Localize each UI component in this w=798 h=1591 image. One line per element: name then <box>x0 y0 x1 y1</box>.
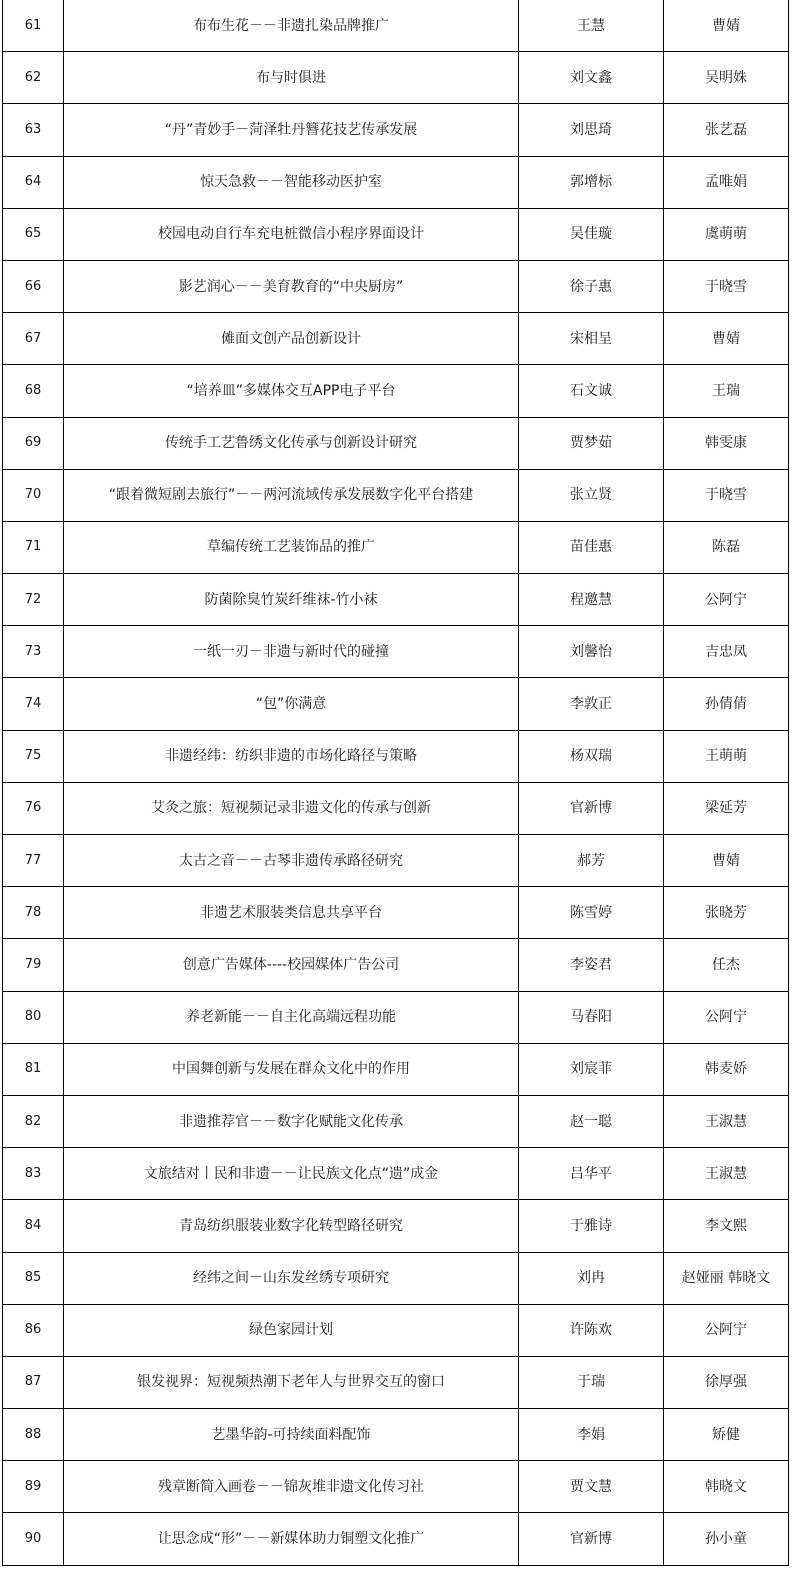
project-advisor: 韩麦娇 <box>664 1043 789 1095</box>
table-row <box>3 1409 789 1461</box>
project-title: 一纸一刃－非遗与新时代的碰撞 <box>64 626 519 678</box>
table-row <box>3 104 789 156</box>
table-row <box>3 1200 789 1252</box>
project-title: 非遗推荐官－－数字化赋能文化传承 <box>64 1095 519 1147</box>
table-row <box>3 1304 789 1356</box>
project-leader: 李敦正 <box>519 678 664 730</box>
row-number: 70 <box>3 469 64 521</box>
table-row <box>3 260 789 312</box>
row-number: 87 <box>3 1356 64 1408</box>
project-title: 布布生花－－非遗扎染品牌推广 <box>64 0 519 52</box>
project-advisor: 任杰 <box>664 939 789 991</box>
project-leader: 郝芳 <box>519 835 664 887</box>
row-number: 64 <box>3 156 64 208</box>
row-number: 77 <box>3 835 64 887</box>
table-row <box>3 939 789 991</box>
project-title: 绿色家园计划 <box>64 1304 519 1356</box>
row-number: 81 <box>3 1043 64 1095</box>
table-row <box>3 52 789 104</box>
project-title: 传统手工艺鲁绣文化传承与创新设计研究 <box>64 417 519 469</box>
project-leader: 张立贤 <box>519 469 664 521</box>
project-advisor: 张艺磊 <box>664 104 789 156</box>
row-number: 72 <box>3 574 64 626</box>
project-leader: 吴佳璇 <box>519 208 664 260</box>
project-leader: 吕华平 <box>519 1148 664 1200</box>
project-advisor: 公阿宁 <box>664 991 789 1043</box>
project-leader: 李娟 <box>519 1409 664 1461</box>
project-advisor: 公阿宁 <box>664 1304 789 1356</box>
project-advisor: 王淑慧 <box>664 1095 789 1147</box>
project-advisor: 赵娅丽 韩晓文 <box>664 1252 789 1304</box>
project-advisor: 李文熙 <box>664 1200 789 1252</box>
project-advisor: 曹婧 <box>664 313 789 365</box>
project-leader: 官新博 <box>519 1513 664 1565</box>
row-number: 89 <box>3 1461 64 1513</box>
project-advisor: 王淑慧 <box>664 1148 789 1200</box>
project-advisor: 吴明姝 <box>664 52 789 104</box>
project-advisor: 于晓雪 <box>664 260 789 312</box>
project-title: “包”你满意 <box>64 678 519 730</box>
table-row <box>3 678 789 730</box>
project-title: 草编传统工艺装饰品的推广 <box>64 521 519 573</box>
row-number: 76 <box>3 782 64 834</box>
project-advisor: 吉忠凤 <box>664 626 789 678</box>
project-title: 太古之音－－古琴非遗传承路径研究 <box>64 835 519 887</box>
project-advisor: 虞萌萌 <box>664 208 789 260</box>
project-leader: 刘冉 <box>519 1252 664 1304</box>
row-number: 78 <box>3 887 64 939</box>
table-row <box>3 1356 789 1408</box>
table-row <box>3 1461 789 1513</box>
project-advisor: 于晓雪 <box>664 469 789 521</box>
table-row <box>3 1148 789 1200</box>
row-number: 83 <box>3 1148 64 1200</box>
table-row <box>3 730 789 782</box>
project-title: 惊天急救－－智能移动医护室 <box>64 156 519 208</box>
project-title: 文旅结对丨民和非遗－－让民族文化点“遗”成金 <box>64 1148 519 1200</box>
project-title: 让思念成“形”－－新媒体助力铜塑文化推广 <box>64 1513 519 1565</box>
project-leader: 徐子惠 <box>519 260 664 312</box>
project-advisor: 矫健 <box>664 1409 789 1461</box>
row-number: 69 <box>3 417 64 469</box>
row-number: 74 <box>3 678 64 730</box>
project-leader: 苗佳惠 <box>519 521 664 573</box>
project-advisor: 孙倩倩 <box>664 678 789 730</box>
table-row <box>3 991 789 1043</box>
project-leader: 王慧 <box>519 0 664 52</box>
project-title: 艾灸之旅：短视频记录非遗文化的传承与创新 <box>64 782 519 834</box>
table-row <box>3 208 789 260</box>
row-number: 75 <box>3 730 64 782</box>
project-leader: 刘文鑫 <box>519 52 664 104</box>
row-number: 71 <box>3 521 64 573</box>
row-number: 73 <box>3 626 64 678</box>
project-title: 影艺润心－－美育教育的“中央厨房” <box>64 260 519 312</box>
table-row <box>3 626 789 678</box>
project-advisor: 曹婧 <box>664 0 789 52</box>
project-leader: 刘思琦 <box>519 104 664 156</box>
project-advisor: 王萌萌 <box>664 730 789 782</box>
table-row <box>3 521 789 573</box>
table-row <box>3 365 789 417</box>
table-row <box>3 1513 789 1565</box>
project-title: 傩面文创产品创新设计 <box>64 313 519 365</box>
project-advisor: 韩晓文 <box>664 1461 789 1513</box>
project-leader: 宋相呈 <box>519 313 664 365</box>
table-row <box>3 1252 789 1304</box>
project-title: 校园电动自行车充电桩微信小程序界面设计 <box>64 208 519 260</box>
project-title: 非遗艺术服装类信息共享平台 <box>64 887 519 939</box>
table-row <box>3 1043 789 1095</box>
row-number: 80 <box>3 991 64 1043</box>
project-advisor: 徐厚强 <box>664 1356 789 1408</box>
row-number: 67 <box>3 313 64 365</box>
project-title: 布与时俱进 <box>64 52 519 104</box>
table-row <box>3 0 789 52</box>
table-row <box>3 313 789 365</box>
project-advisor: 王瑞 <box>664 365 789 417</box>
project-title: 非遗经纬：纺织非遗的市场化路径与策略 <box>64 730 519 782</box>
row-number: 90 <box>3 1513 64 1565</box>
row-number: 61 <box>3 0 64 52</box>
project-advisor: 张晓芳 <box>664 887 789 939</box>
row-number: 63 <box>3 104 64 156</box>
row-number: 79 <box>3 939 64 991</box>
project-title: 养老新能－－自主化高端远程功能 <box>64 991 519 1043</box>
project-advisor: 韩雯康 <box>664 417 789 469</box>
project-title: “跟着微短剧去旅行”－－两河流域传承发展数字化平台搭建 <box>64 469 519 521</box>
row-number: 66 <box>3 260 64 312</box>
row-number: 65 <box>3 208 64 260</box>
project-leader: 刘馨怡 <box>519 626 664 678</box>
project-advisor: 曹婧 <box>664 835 789 887</box>
row-number: 82 <box>3 1095 64 1147</box>
project-leader: 陈雪婷 <box>519 887 664 939</box>
row-number: 68 <box>3 365 64 417</box>
table-row <box>3 417 789 469</box>
project-title: 防菌除臭竹炭纤维袜-竹小袜 <box>64 574 519 626</box>
project-title: 创意广告媒体----校园媒体广告公司 <box>64 939 519 991</box>
project-leader: 官新博 <box>519 782 664 834</box>
project-leader: 郭增标 <box>519 156 664 208</box>
project-title: 艺墨华韵-可持续面料配饰 <box>64 1409 519 1461</box>
project-advisor: 梁延芳 <box>664 782 789 834</box>
project-title: “培养皿”多媒体交互APP电子平台 <box>64 365 519 417</box>
table-row <box>3 887 789 939</box>
table-row <box>3 574 789 626</box>
project-title: 青岛纺织服装业数字化转型路径研究 <box>64 1200 519 1252</box>
project-leader: 于瑞 <box>519 1356 664 1408</box>
project-leader: 赵一聪 <box>519 1095 664 1147</box>
project-table <box>2 0 789 1566</box>
project-advisor: 陈磊 <box>664 521 789 573</box>
row-number: 62 <box>3 52 64 104</box>
project-leader: 马春阳 <box>519 991 664 1043</box>
project-title: 中国舞创新与发展在群众文化中的作用 <box>64 1043 519 1095</box>
project-title: 经纬之间－山东发丝绣专项研究 <box>64 1252 519 1304</box>
project-leader: 贾文慧 <box>519 1461 664 1513</box>
row-number: 85 <box>3 1252 64 1304</box>
project-advisor: 孟唯娟 <box>664 156 789 208</box>
project-leader: 许陈欢 <box>519 1304 664 1356</box>
project-leader: 杨双瑞 <box>519 730 664 782</box>
table-row <box>3 156 789 208</box>
table-row <box>3 1095 789 1147</box>
project-title: “丹”青妙手－菏泽牡丹簪花技艺传承发展 <box>64 104 519 156</box>
project-leader: 贾梦茹 <box>519 417 664 469</box>
row-number: 84 <box>3 1200 64 1252</box>
project-advisor: 孙小童 <box>664 1513 789 1565</box>
project-leader: 刘宸菲 <box>519 1043 664 1095</box>
project-leader: 程邀慧 <box>519 574 664 626</box>
row-number: 88 <box>3 1409 64 1461</box>
table-row <box>3 469 789 521</box>
project-leader: 于雅诗 <box>519 1200 664 1252</box>
project-title: 残章断简入画卷－－锦灰堆非遗文化传习社 <box>64 1461 519 1513</box>
project-leader: 石文诚 <box>519 365 664 417</box>
row-number: 86 <box>3 1304 64 1356</box>
project-leader: 李姿君 <box>519 939 664 991</box>
table-row <box>3 835 789 887</box>
project-advisor: 公阿宁 <box>664 574 789 626</box>
project-table-body <box>3 0 789 1565</box>
table-row <box>3 782 789 834</box>
project-title: 银发视界：短视频热潮下老年人与世界交互的窗口 <box>64 1356 519 1408</box>
